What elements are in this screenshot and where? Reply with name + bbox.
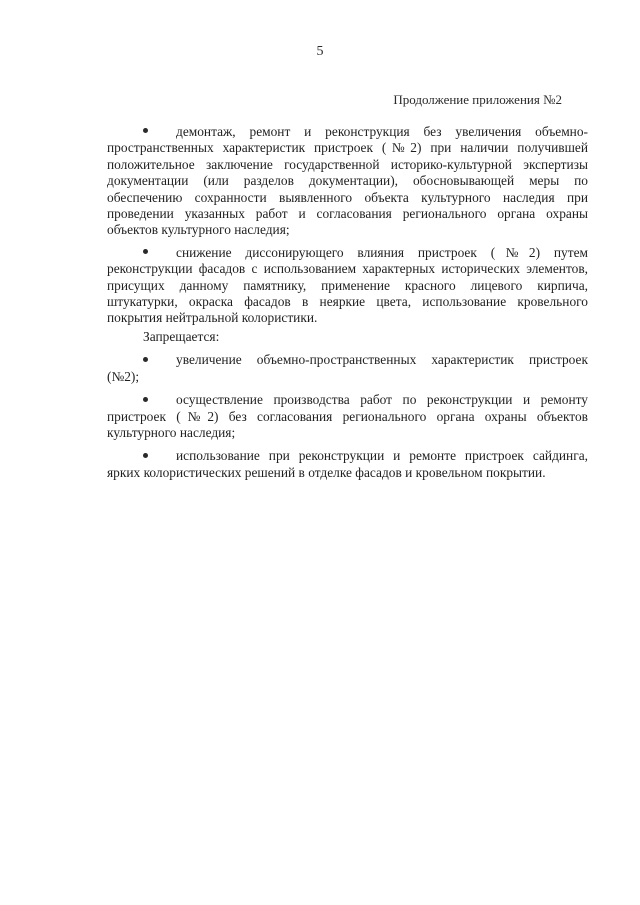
bullet-dot-icon [143,453,148,458]
list-item-text: использование при реконструкции и ремонте пристроек сайдинга, ярких колористических решений в отделке фасадов и кровельном покрытии. [107,448,588,480]
forbidden-heading: Запрещается: [143,328,220,344]
bullet-dot-icon [143,128,148,133]
bullet-dot-icon [143,397,148,402]
appendix-note: Продолжение приложения №2 [393,92,562,107]
list-item [107,448,588,481]
list-item [107,245,588,327]
bullet-dot-icon [143,357,148,362]
document-body [107,124,588,481]
list-item-text: осуществление производства работ по реконструкции и ремонту пристроек (№2) без согласования регионального органа охраны объектов культурного наследия; [107,392,588,440]
list-item [107,392,588,441]
list-item-text: демонтаж, ремонт и реконструкция без увеличения объемно-пространственных характеристик пристроек (№2) при наличии получившей положительное заключение государственной историко-культурной экспертизы документации (или разделов документации), обосновывающей меры по обеспечению сохранности выявленного объекта культурного наследия при проведении указанных работ и согласования регионального органа охраны объектов культурного наследия; [107,124,588,238]
list-item [107,352,588,385]
bullet-dot-icon [143,249,148,254]
list-item [107,124,588,239]
list-item-text: снижение диссонирующего влияния пристроек (№2) путем реконструкции фасадов с использованием характерных исторических элементов, присущих данному памятнику, применение красного лицевого кирпича, штукатурки, окраска фасадов в неяркие цвета, использование кровельного покрытия нейтральной колористики. [107,244,588,326]
list-item-text: увеличение объемно-пространственных характеристик пристроек (№2); [107,352,588,384]
page-number: 5 [316,44,324,59]
